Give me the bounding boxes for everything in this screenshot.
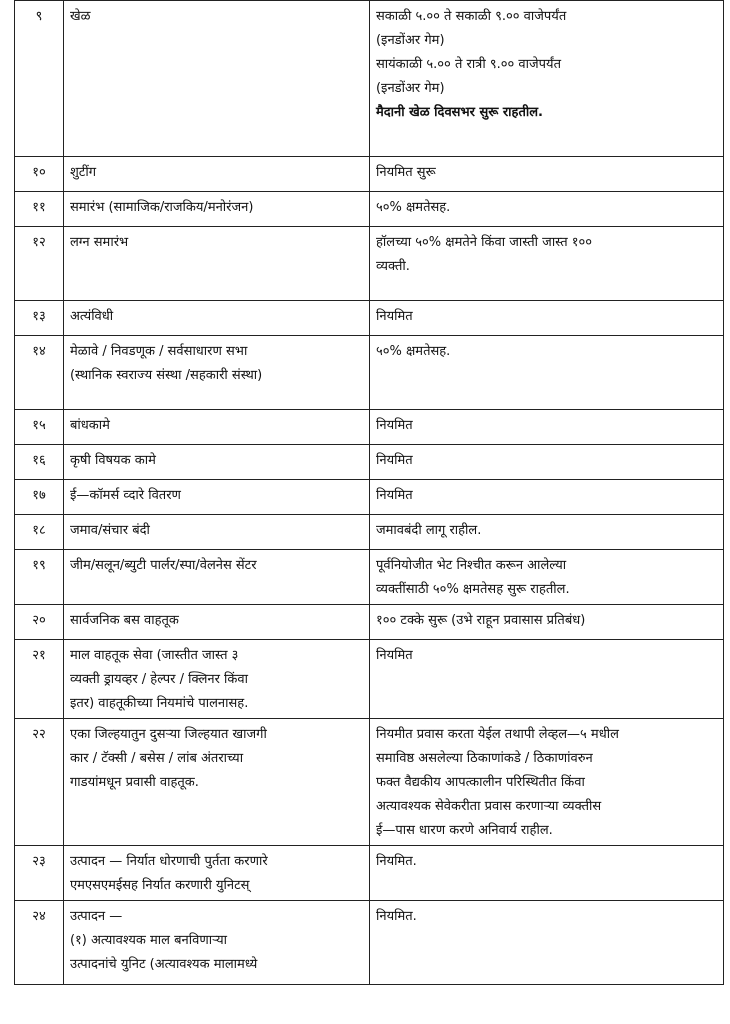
rule-line: हॉलच्या ५०% क्षमतेने किंवा जास्ती जास्त १०० bbox=[375, 235, 593, 250]
serial-number-cell: २१ bbox=[15, 640, 64, 719]
rule-line: जमावबंदी लागू राहील. bbox=[375, 523, 482, 538]
table-row bbox=[15, 336, 724, 410]
rule-cell bbox=[369, 227, 723, 301]
activity-line: खेळ bbox=[69, 9, 91, 24]
activity-line: (१) अत्यावश्यक माल बनविणाऱ्या bbox=[69, 933, 228, 948]
activity-line: ई—कॉमर्स व्दारे वितरण bbox=[69, 488, 181, 503]
table-row bbox=[15, 550, 724, 605]
activity-cell bbox=[63, 227, 369, 301]
activity-line: बांधकामे bbox=[69, 418, 110, 433]
rule-cell bbox=[369, 1, 723, 157]
table-row bbox=[15, 846, 724, 901]
activity-line: शुटींग bbox=[69, 165, 97, 180]
table-row bbox=[15, 901, 724, 985]
serial-number-cell: ९ bbox=[15, 1, 64, 157]
table-row bbox=[15, 640, 724, 719]
activity-line: उत्पादन — bbox=[69, 909, 123, 924]
activity-cell bbox=[63, 1, 369, 157]
activity-line: जमाव/संचार बंदी bbox=[69, 523, 150, 538]
activity-line: माल वाहतूक सेवा (जास्तीत जास्त ३ bbox=[69, 648, 239, 663]
activity-line: एमएसएमईसह निर्यात करणारी युनिटस् bbox=[69, 878, 250, 893]
activity-line: सार्वजनिक बस वाहतूक bbox=[69, 613, 179, 628]
table-row bbox=[15, 445, 724, 480]
rule-cell bbox=[369, 157, 723, 192]
rule-cell bbox=[369, 550, 723, 605]
serial-number-cell: २३ bbox=[15, 846, 64, 901]
serial-number-cell: १४ bbox=[15, 336, 64, 410]
activity-cell bbox=[63, 480, 369, 515]
activity-cell bbox=[63, 901, 369, 985]
serial-number-cell: २२ bbox=[15, 719, 64, 846]
table-row bbox=[15, 1, 724, 157]
rule-cell bbox=[369, 480, 723, 515]
activity-line: इतर) वाहतूकीच्या नियमांचे पालनासह. bbox=[69, 696, 249, 711]
rule-line: ई—पास धारण करणे अनिवार्य राहील. bbox=[375, 823, 553, 838]
serial-number-cell: ११ bbox=[15, 192, 64, 227]
activity-line: कृषी विषयक कामे bbox=[69, 453, 156, 468]
rule-cell bbox=[369, 640, 723, 719]
rule-line: व्यक्ती. bbox=[375, 259, 410, 274]
table-row bbox=[15, 192, 724, 227]
activity-cell bbox=[63, 719, 369, 846]
rule-line: नियमित bbox=[375, 418, 413, 433]
activity-cell bbox=[63, 301, 369, 336]
rule-line: १०० टक्के सुरू (उभे राहून प्रवासास प्रतिबंध) bbox=[375, 613, 586, 628]
rule-cell bbox=[369, 301, 723, 336]
rule-line: ५०% क्षमतेसह. bbox=[375, 344, 451, 359]
activity-cell bbox=[63, 445, 369, 480]
activity-line: एका जिल्हयातुन दुसऱ्या जिल्हयात खाजगी bbox=[69, 727, 267, 742]
table-row bbox=[15, 605, 724, 640]
activity-cell bbox=[63, 515, 369, 550]
activity-cell bbox=[63, 336, 369, 410]
rule-line: (इनडोंअर गेम) bbox=[375, 33, 445, 48]
serial-number-cell: १९ bbox=[15, 550, 64, 605]
rule-line: नियमीत प्रवास करता येईल तथापी लेव्हल—५ मधील bbox=[375, 727, 619, 742]
activity-line: गाडयांमधून प्रवासी वाहतूक. bbox=[69, 775, 199, 790]
table-row bbox=[15, 157, 724, 192]
rule-line: सकाळी ५.०० ते सकाळी ९.०० वाजेपर्यंत bbox=[375, 9, 567, 24]
serial-number-cell: १५ bbox=[15, 410, 64, 445]
rule-cell bbox=[369, 192, 723, 227]
rule-line: फक्त वैद्यकीय आपत्कालीन परिस्थितीत किंवा bbox=[375, 775, 585, 790]
rule-line: समाविष्ठ असलेल्या ठिकाणांकडे / ठिकाणांवरुन bbox=[375, 751, 593, 766]
rule-bold-line: मैदानी खेळ दिवसभर सुरू राहतील. bbox=[375, 105, 543, 120]
activity-line: उत्पादनांचे युनिट (अत्यावश्यक मालामध्ये bbox=[69, 957, 258, 972]
activity-cell bbox=[63, 846, 369, 901]
rule-line: (इनडोंअर गेम) bbox=[375, 81, 445, 96]
rule-line: नियमित bbox=[375, 488, 413, 503]
activity-line: उत्पादन — निर्यात धोरणाची पुर्तता करणारे bbox=[69, 854, 268, 869]
table-row bbox=[15, 719, 724, 846]
serial-number-cell: १८ bbox=[15, 515, 64, 550]
rule-line: नियमित bbox=[375, 453, 413, 468]
activity-cell bbox=[63, 410, 369, 445]
rule-line: व्यक्तींसाठी ५०% क्षमतेसह सुरू राहतील. bbox=[375, 582, 570, 597]
rule-cell bbox=[369, 846, 723, 901]
activity-line: समारंभ (सामाजिक/राजकिय/मनोरंजन) bbox=[69, 200, 254, 215]
rule-line: पूर्वनियोजीत भेट निश्चीत करून आलेल्या bbox=[375, 558, 567, 573]
document-page bbox=[14, 0, 724, 985]
table-row bbox=[15, 515, 724, 550]
table-row bbox=[15, 227, 724, 301]
rule-line: अत्यावश्यक सेवेकरीता प्रवास करणाऱ्या व्यक्तीस bbox=[375, 799, 602, 814]
rule-cell bbox=[369, 901, 723, 985]
activity-line: (स्थानिक स्वराज्य संस्था /सहकारी संस्था) bbox=[69, 368, 263, 383]
rule-line: नियमित bbox=[375, 648, 413, 663]
serial-number-cell: १६ bbox=[15, 445, 64, 480]
table-row bbox=[15, 410, 724, 445]
rule-line: ५०% क्षमतेसह. bbox=[375, 200, 451, 215]
activity-line: कार / टॅक्सी / बसेस / लांब अंतराच्या bbox=[69, 751, 244, 766]
rule-line: नियमित. bbox=[375, 854, 417, 869]
serial-number-cell: १० bbox=[15, 157, 64, 192]
activity-line: अत्यंविधी bbox=[69, 309, 114, 324]
rule-line: नियमित. bbox=[375, 909, 417, 924]
rule-cell bbox=[369, 410, 723, 445]
rule-cell bbox=[369, 605, 723, 640]
rule-line: नियमित सुरू bbox=[375, 165, 436, 180]
activity-line: व्यक्ती ड्रायव्हर / हेल्पर / क्लिनर किंवा bbox=[69, 672, 249, 687]
restrictions-table bbox=[14, 0, 724, 985]
table-row bbox=[15, 301, 724, 336]
activity-cell bbox=[63, 640, 369, 719]
rule-cell bbox=[369, 445, 723, 480]
serial-number-cell: १३ bbox=[15, 301, 64, 336]
activity-cell bbox=[63, 550, 369, 605]
serial-number-cell: १७ bbox=[15, 480, 64, 515]
serial-number-cell: १२ bbox=[15, 227, 64, 301]
rule-cell bbox=[369, 719, 723, 846]
serial-number-cell: २४ bbox=[15, 901, 64, 985]
serial-number-cell: २० bbox=[15, 605, 64, 640]
activity-line: मेळावे / निवडणूक / सर्वसाधारण सभा bbox=[69, 344, 248, 359]
rule-line: सायंकाळी ५.०० ते रात्री ९.०० वाजेपर्यंत bbox=[375, 57, 561, 72]
activity-cell bbox=[63, 192, 369, 227]
rule-cell bbox=[369, 336, 723, 410]
table-body bbox=[15, 1, 724, 985]
rule-line: नियमित bbox=[375, 309, 413, 324]
rule-cell bbox=[369, 515, 723, 550]
activity-cell bbox=[63, 157, 369, 192]
activity-cell bbox=[63, 605, 369, 640]
table-row bbox=[15, 480, 724, 515]
activity-line: लग्न समारंभ bbox=[69, 235, 129, 250]
activity-line: जीम/सलून/ब्युटी पार्लर/स्पा/वेलनेस सेंटर bbox=[69, 558, 257, 573]
